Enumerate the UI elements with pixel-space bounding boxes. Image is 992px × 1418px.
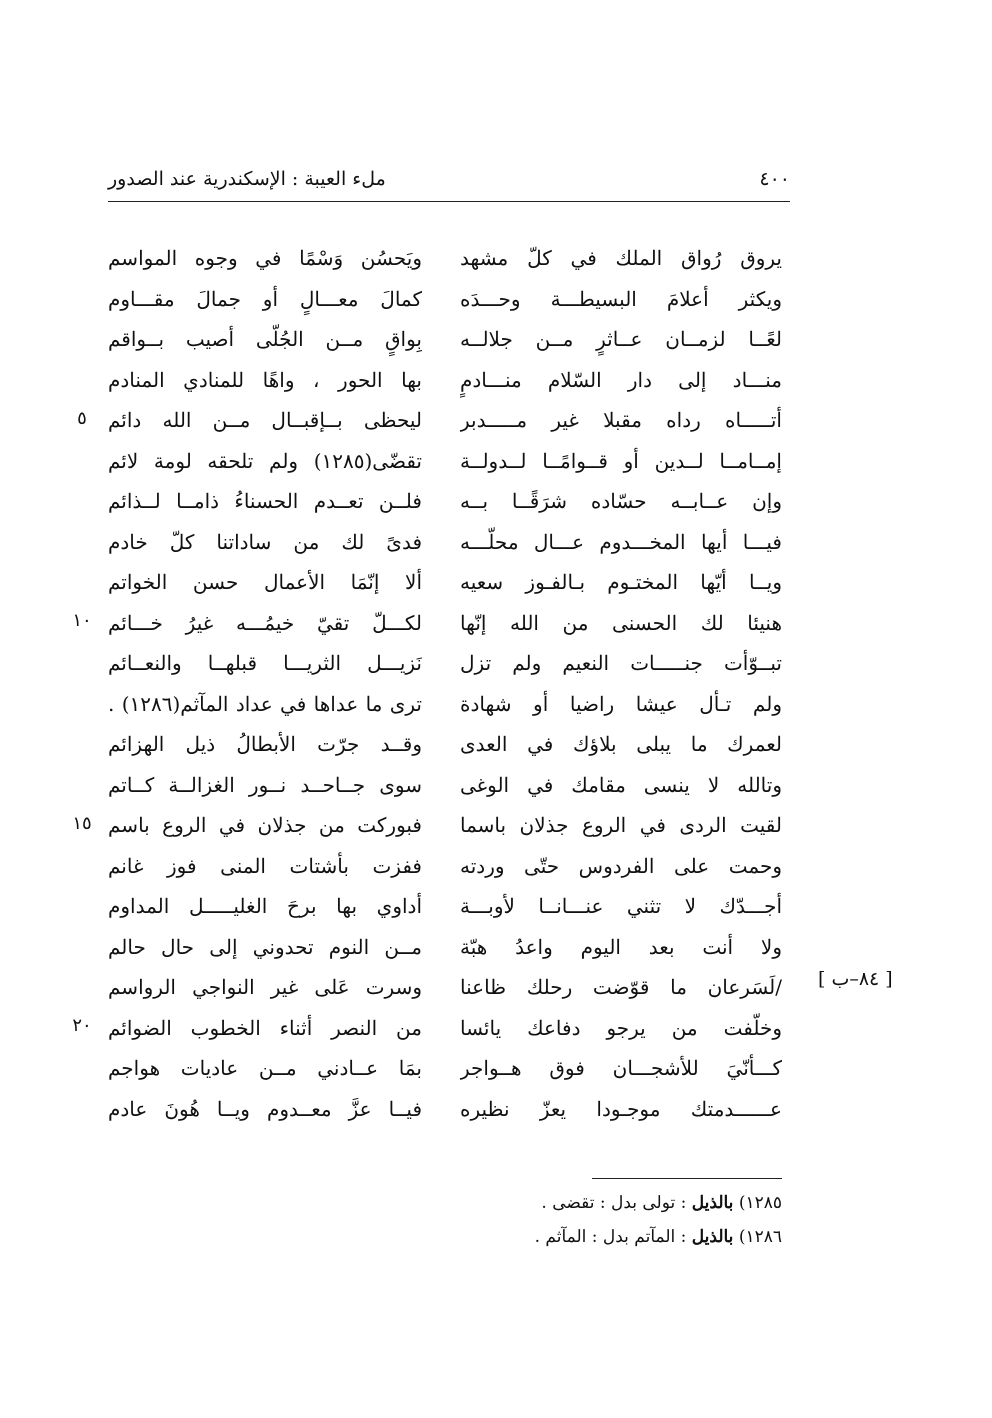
verse-second-hemistich: مــن النوم تحدوني إلى حال حالم xyxy=(108,934,422,959)
verse-second-hemistich: سوى جــاحــد نــور الغزالــة كــاتم xyxy=(108,772,422,797)
left-verse-column xyxy=(108,238,422,1129)
verse-first-hemistich: لعمرك ما يبلى بلاؤك في العدى xyxy=(460,732,782,756)
verse-second-hemistich: ففزت بأشتات المنى فوز غانم xyxy=(108,853,422,878)
verse-first-hemistich: ولا أنت بعد اليوم واعدُ هبّة xyxy=(460,934,782,959)
verse-second-hemistich: نَزيـــل الثريـــا قبلهــا والنعــائم xyxy=(108,651,422,675)
verse-first-hemistich: منـــاد إلى دار السّلام منـــادمٍ xyxy=(460,367,782,392)
verse-second-hemistich: كمالَ معـــالٍ أو جمالَ مقـــاوم xyxy=(108,286,422,311)
footnote-text: : المآتم بدل : المآثم . xyxy=(534,1227,687,1247)
line-number-10: ١٠ xyxy=(72,610,92,631)
verse-first-hemistich: أتـــــاه رداه مقبلا غير مـــــدبر xyxy=(460,408,782,432)
footnote xyxy=(535,1186,782,1220)
footnote-label: بالذيل xyxy=(691,1193,734,1213)
verse-second-hemistich: فيــا عزَّ معــدوم ويــا هُونَ عادم xyxy=(108,1096,422,1121)
verse-second-hemistich: فبوركت من جذلان في الروع باسم xyxy=(108,813,422,837)
verse-second-hemistich: فلــن تعــدم الحسناءُ ذامــا لــذائم xyxy=(108,489,422,513)
verse-first-hemistich: ويــا أيّها المختـوم بـالفـوز سعيه xyxy=(460,570,782,594)
line-number-5: ٥ xyxy=(77,408,87,429)
verse-first-hemistich: وحمت على الفردوس حتّى وردته xyxy=(460,853,782,878)
verse-second-hemistich: من النصر أثناء الخطوب الضوائم xyxy=(108,1015,422,1040)
verse-second-hemistich: ويَحسُن وَسْمًا في وجوه المواسم xyxy=(108,246,422,270)
verse-first-hemistich: كـــأنّيَ للأشجـــان فوق هــواجر xyxy=(460,1056,782,1080)
footnote-number: ١٢٨٦) xyxy=(738,1227,782,1247)
verse-first-hemistich: /لَسَرعان ما قوّضت رحلك ظاعنا xyxy=(460,975,782,999)
verse-second-hemistich: ترى ما عداها في عداد المآثم(١٢٨٦) . xyxy=(108,691,422,716)
footnote-number: ١٢٨٥) xyxy=(738,1193,782,1213)
verse-first-hemistich: أجـــدّك لا تثني عنـــانــا لأوبـــة xyxy=(460,894,782,918)
verse-first-hemistich: عــــــدمتك موجـودا يعزّ نظيره xyxy=(460,1096,782,1121)
verse-first-hemistich: هنيئا لك الحسنى من الله إنّها xyxy=(460,610,782,635)
footnote-label: بالذيل xyxy=(691,1227,734,1247)
verse-first-hemistich: ولم تـأل عيشا راضيا أو شهادة xyxy=(460,691,782,716)
line-number-15: ١٥ xyxy=(72,813,92,834)
verse-first-hemistich: إمــامــا لــدين أو قــوامًــا لــدولــة xyxy=(460,448,782,473)
verse-first-hemistich: وخلّفت من يرجو دفاعك يائسا xyxy=(460,1015,782,1040)
verse-second-hemistich: ليحظى بــإقبــال مــن الله دائم xyxy=(108,408,422,432)
verse-second-hemistich: فدىً لك من ساداتنا كلّ خادم xyxy=(108,529,422,554)
page-number: ٤٠٠ xyxy=(759,168,790,190)
verse-first-hemistich: وتالله لا ينسى مقامك في الوغى xyxy=(460,772,782,797)
footnote-rule xyxy=(592,1178,782,1179)
header-rule xyxy=(108,201,790,202)
verse-second-hemistich: بِواقٍ مــن الجُلّى أصيب بــواقم xyxy=(108,327,422,351)
verse-first-hemistich: تبــوّأت جنـــــات النعيم ولم تزل xyxy=(460,651,782,675)
verse-first-hemistich: لعًــا لزمــان عــاثرٍ مــن جلالــه xyxy=(460,327,782,351)
verse-second-hemistich: وقــد جرّت الأبطالُ ذيل الهزائم xyxy=(108,732,422,756)
verse-first-hemistich: ويكثر أعلامَ البسيطـــة وحـــدَه xyxy=(460,286,782,311)
line-number-20: ٢٠ xyxy=(72,1015,92,1036)
verse-second-hemistich: ألا إنّمَا الأعمال حسن الخواتم xyxy=(108,570,422,594)
verse-second-hemistich: تقضّى(١٢٨٥) ولم تلحقه لومة لائم xyxy=(108,448,422,473)
verse-second-hemistich: بمَا عــادني مــن عاديات هواجم xyxy=(108,1056,422,1080)
verse-second-hemistich: وسرت عَلى غير النواجي الرواسم xyxy=(108,975,422,999)
verse-first-hemistich: فيـــا أيها المخـــدوم عـــال محلّـــه xyxy=(460,529,782,554)
footnotes xyxy=(535,1186,782,1254)
right-verse-column xyxy=(460,238,782,1129)
verse-first-hemistich: وإن عــابــه حسّاده شرَقًــا بــه xyxy=(460,489,782,513)
footnote xyxy=(535,1220,782,1254)
verse-second-hemistich: لكـــلّ تقيّ خيمُـــه غيرُ خـــائم xyxy=(108,610,422,635)
verse-second-hemistich: بها الحور ، واهًا للمنادي المنادم xyxy=(108,367,422,392)
running-title: ملء العيبة : الإسكندرية عند الصدور xyxy=(108,168,386,190)
manuscript-folio-reference: [ ٨٤–ب ] xyxy=(818,968,893,990)
running-header xyxy=(108,168,790,198)
verse-first-hemistich: يروق رُواق الملك في كلّ مشهد xyxy=(460,246,782,270)
verse-first-hemistich: لقيت الردى في الروع جذلان باسما xyxy=(460,813,782,837)
footnote-text: : تولى بدل : تقضى . xyxy=(541,1193,687,1213)
verse-second-hemistich: أداوي بها برحَ الغليـــــل المداوم xyxy=(108,894,422,918)
